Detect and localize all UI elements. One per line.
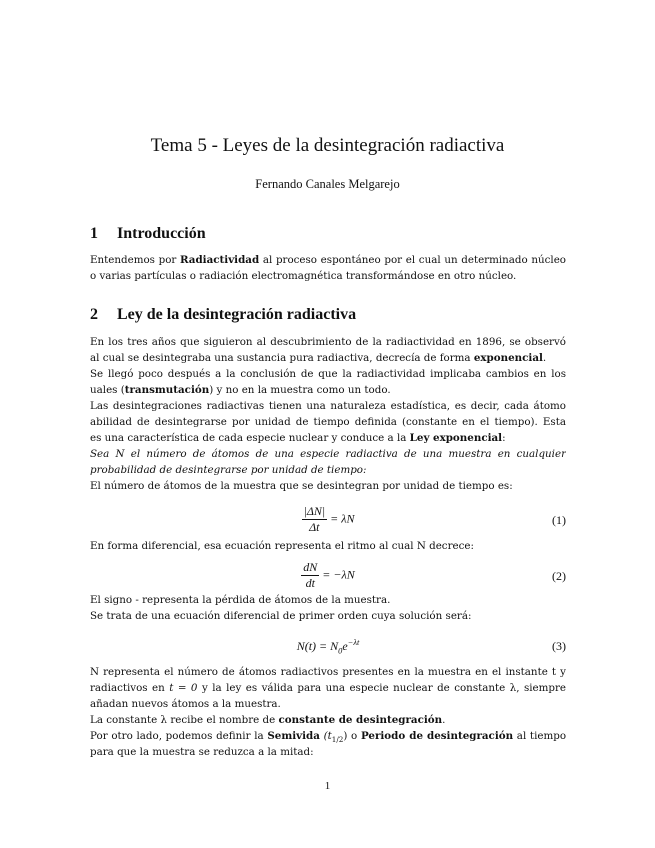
text-run: es una característica de cada especie nuclear y conduce a la	[90, 432, 410, 444]
text-line	[90, 350, 566, 366]
text-line: abilidad de desintegrarse por unidad de tiempo definida (constante en el tiempo). Esta	[90, 416, 566, 428]
text-line: En forma diferencial, esa ecuación representa el ritmo al cual N decrece:	[90, 540, 474, 552]
text-line: o varias partículas o radiación electromagnética transformándose en otro núcleo.	[90, 270, 517, 282]
text-run: al proceso espontáneo por el cual un determinado núcleo	[262, 254, 566, 266]
equation-body	[90, 638, 566, 654]
text-run: radiactivos en	[90, 682, 170, 694]
section-number: 1	[90, 225, 98, 242]
text-run: N representa el número de átomos radiactivos presentes en la muestra en el instante t y	[90, 666, 566, 678]
text-line: El signo - representa la pérdida de átomos de la muestra.	[90, 594, 391, 606]
equation-base: e	[342, 639, 348, 653]
text-run: al tiempo	[516, 730, 566, 742]
equation-body	[90, 504, 566, 535]
text-run: uales (	[90, 384, 125, 396]
document-author: Fernando Canales Melgarejo	[255, 177, 400, 191]
fraction	[302, 504, 328, 535]
text-line: Se trata de una ecuación diferencial de primer orden cuya solución será:	[90, 610, 472, 622]
paragraph-intro	[90, 252, 566, 284]
equation-number: (1)	[552, 513, 566, 527]
fraction-numerator: dN	[303, 560, 318, 574]
section-number: 2	[90, 306, 98, 323]
text-run: Por otro lado, podemos definir la	[90, 730, 268, 742]
fraction-denominator: Δt	[309, 520, 320, 534]
text-line	[90, 382, 566, 398]
section-title: Introducción	[117, 225, 206, 242]
text-line: Se llegó poco después a la conclusión de que la radiactividad implicaba cambios en los	[90, 368, 566, 380]
text-line: añadan nuevos átomos a la muestra.	[90, 698, 281, 710]
text-run: y la ley es válida para una especie nuclear de constante λ, siempre	[201, 682, 566, 694]
text-line	[90, 430, 566, 446]
section-heading-ley	[90, 305, 356, 325]
math-var: (t	[319, 730, 332, 742]
paragraph-signo	[90, 592, 566, 624]
text-line	[90, 712, 566, 728]
fraction-numerator: |ΔN|	[303, 504, 326, 518]
term-ley-exponencial: Ley exponencial	[409, 432, 503, 444]
text-line	[90, 334, 566, 350]
section-title: Ley de la desintegración radiactiva	[117, 306, 357, 323]
italic-text-line: Sea N el número de átomos de una especie radiactiva de una muestra en cualquier	[90, 448, 566, 460]
term-transmutacion: transmutación	[124, 384, 210, 396]
text-line	[90, 728, 566, 744]
paragraph-ley	[90, 334, 566, 494]
term-periodo-desintegracion: Periodo de desintegración	[360, 730, 514, 742]
subscript: 1/2	[331, 735, 344, 744]
equation-number: (2)	[552, 569, 566, 583]
text-run: :	[502, 432, 506, 444]
text-run: La constante λ recibe el nombre de	[90, 714, 279, 726]
text-run: .	[442, 714, 446, 726]
text-run: al cual se desintegraba una sustancia pura radiactiva, decrecía de forma	[90, 352, 474, 364]
document-title: Tema 5 - Leyes de la desintegración radiactiva	[150, 135, 505, 156]
paragraph-forma-diferencial	[90, 538, 566, 554]
term-radiactividad: Radiactividad	[180, 254, 260, 266]
equation-2	[90, 560, 566, 592]
text-run: En los tres años que siguieron al descubrimiento de la radiactividad en 1896, se observó	[90, 336, 566, 348]
math-var: t = 0	[169, 682, 198, 694]
text-line: El número de átomos de la muestra que se desintegran por unidad de tiempo es:	[90, 480, 513, 492]
subscript: 0	[338, 646, 343, 656]
text-line	[90, 664, 566, 680]
italic-text-line: probabilidad de desintegrarse por unidad de tiempo:	[90, 464, 367, 476]
section-heading-introduccion	[90, 224, 206, 244]
fraction-denominator: dt	[305, 576, 315, 590]
text-run: ) y no en la muestra como un todo.	[209, 384, 391, 396]
text-line	[90, 252, 566, 268]
fraction	[301, 560, 319, 591]
term-semivida: Semivida	[267, 730, 320, 742]
equation-lhs: N(t) = N	[296, 639, 339, 653]
equation-number: (3)	[552, 639, 566, 653]
text-run: .	[542, 352, 547, 364]
equation-1	[90, 504, 566, 536]
text-run: Entendemos por	[90, 254, 181, 266]
paragraph-n-representa	[90, 664, 566, 760]
term-exponencial: exponencial	[473, 352, 543, 364]
text-run: ) o	[343, 730, 361, 742]
text-line: Las desintegraciones radiactivas tienen una naturaleza estadística, es decir, cada átomo	[90, 400, 566, 412]
equation-rhs: = −λN	[319, 567, 355, 582]
page-number: 1	[324, 780, 331, 792]
equation-3	[90, 638, 566, 658]
equation-body	[90, 560, 566, 591]
text-line: para que la muestra se reduzca a la mitad:	[90, 746, 314, 758]
term-constante-desintegracion: constante de desintegración	[278, 714, 443, 726]
equation-rhs: = λN	[327, 511, 355, 526]
text-line	[90, 680, 566, 696]
superscript: −λt	[347, 638, 360, 647]
